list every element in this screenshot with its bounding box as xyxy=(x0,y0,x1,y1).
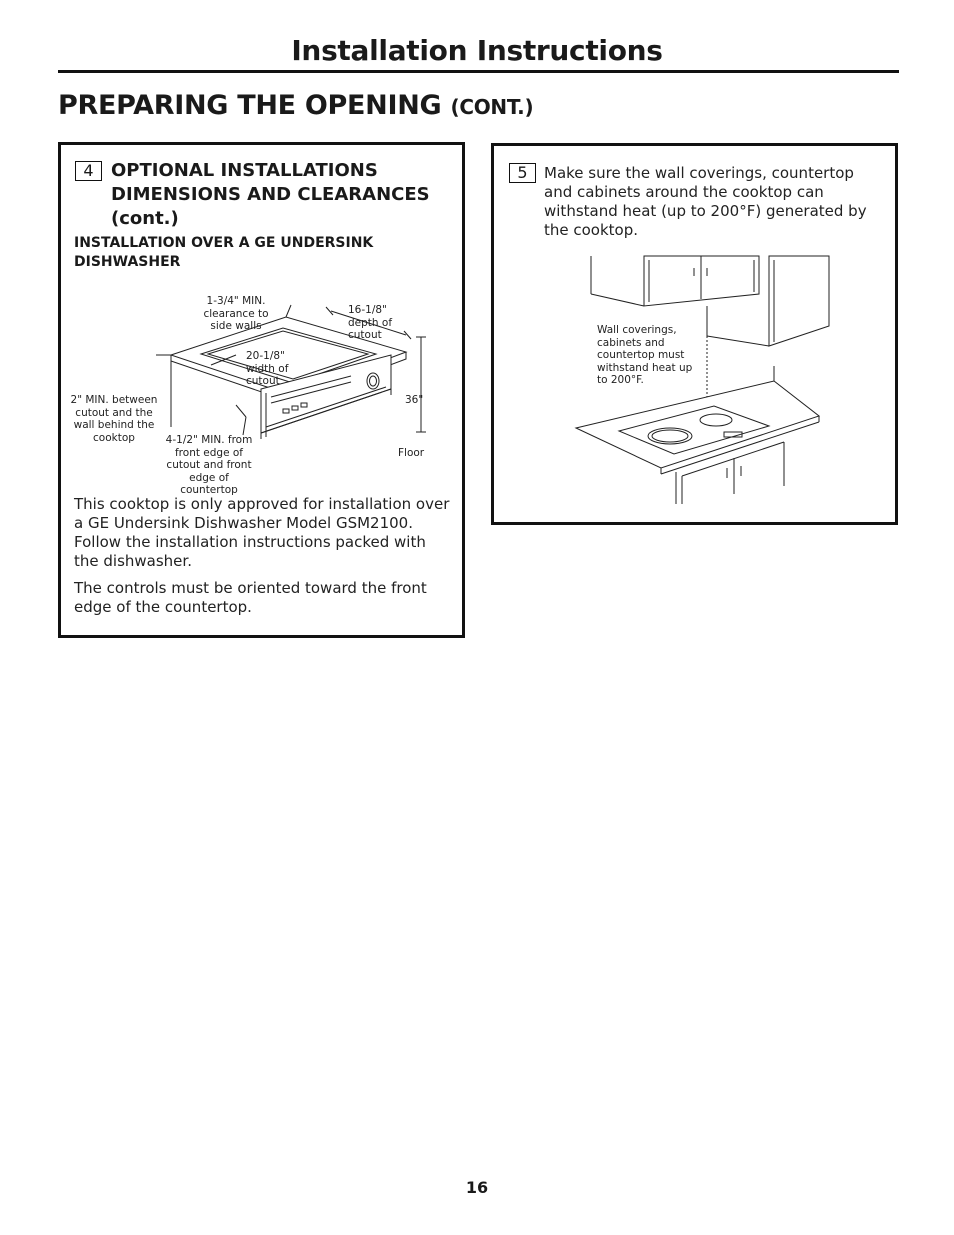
page-number: 16 xyxy=(465,1178,489,1197)
step-5-number: 5 xyxy=(509,163,536,183)
step-4-paragraph-1: This cooktop is only approved for installation over a GE Undersink Dishwasher Model GSM2100. Follow the installation instructions packed with the dishwasher. xyxy=(74,495,450,570)
step-4-paragraph-2: The controls must be oriented toward the front edge of the countertop. xyxy=(74,579,427,616)
side-clearance-label: 1-3/4" MIN. clearance to side walls xyxy=(203,295,269,332)
depth-label: 16-1/8" depth of cutout xyxy=(348,304,393,341)
step-5-panel xyxy=(491,143,898,525)
dishwasher-installation-diagram xyxy=(61,277,462,496)
heat-resistance-label: Wall coverings, cabinets and countertop must withstand heat up to 200°F. xyxy=(597,324,693,386)
step-4-subheading: INSTALLATION OVER A GE UNDERSINK DISHWASHER xyxy=(74,235,374,270)
section-title-cont: (CONT.) xyxy=(450,95,534,119)
width-label: 20-1/8" width of cutout xyxy=(246,350,289,387)
height-label: 36" xyxy=(405,394,424,406)
step-4-heading: OPTIONAL INSTALLATIONS DIMENSIONS AND CLEARANCES (cont.) xyxy=(111,160,430,229)
floor-label: Floor xyxy=(398,447,425,459)
header-rule xyxy=(58,70,899,73)
front-edge-clearance-label: 4-1/2" MIN. from front edge of cutout and front edge of countertop xyxy=(165,434,253,496)
section-title xyxy=(58,90,533,121)
step-4-number: 4 xyxy=(75,161,102,181)
section-title-text: PREPARING THE OPENING xyxy=(58,90,442,121)
step-5-text: Make sure the wall coverings, countertop and cabinets around the cooktop can withstand heat (up to 200°F) generated by the cooktop. xyxy=(544,164,867,239)
back-wall-clearance-label: 2" MIN. between cutout and the wall behind the cooktop xyxy=(70,394,158,444)
cooktop-clearance-diagram xyxy=(564,246,834,506)
page-header-title: Installation Instructions xyxy=(291,34,663,67)
step-4-panel xyxy=(58,142,465,638)
